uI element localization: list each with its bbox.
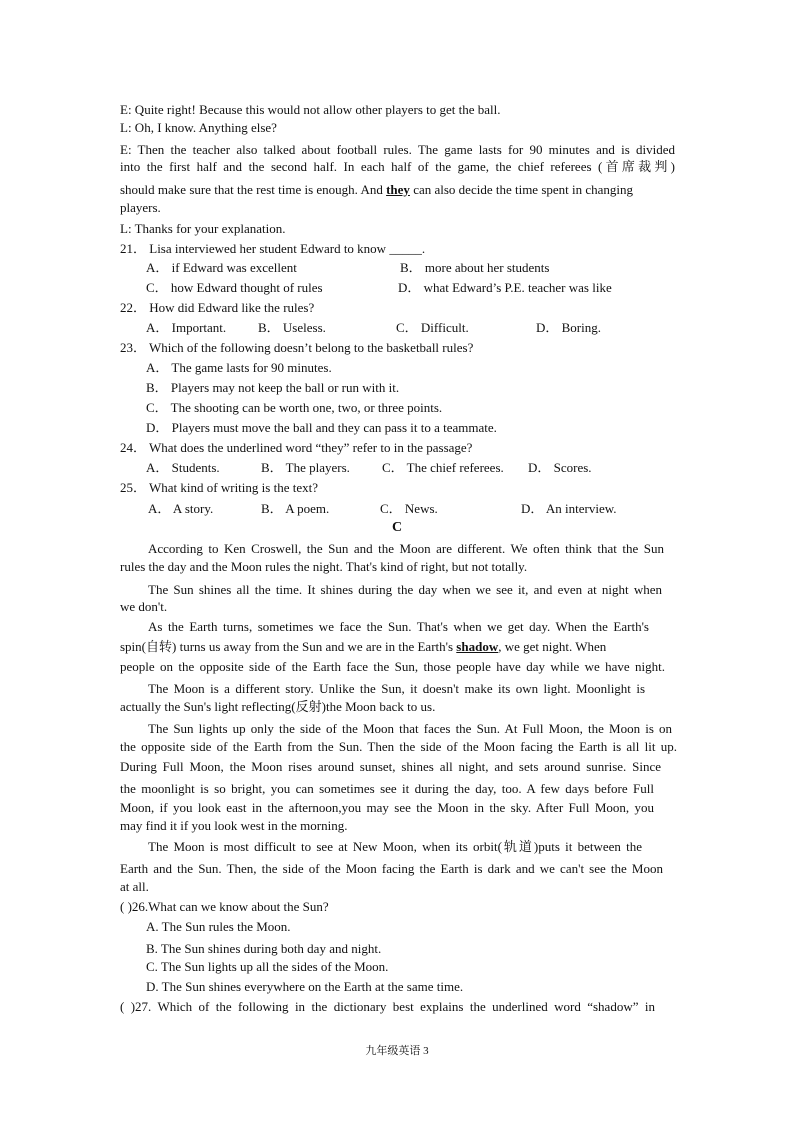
question-23: 23． Which of the following doesn’t belong to the basketball rules? <box>120 340 474 355</box>
passage-line: at all. <box>120 879 149 894</box>
underlined-word-they: they <box>386 182 410 197</box>
option-22-b: B． Useless. <box>258 320 326 335</box>
passage-line: The Sun shines all the time. It shines during the day when we see it, and even at night when <box>148 582 662 597</box>
passage-line: people on the opposite side of the Earth face the Sun, those people have day while we have night. <box>120 659 665 674</box>
passage-line: According to Ken Croswell, the Sun and the Moon are different. We often think that the Sun <box>148 541 664 556</box>
option-23-a: A． The game lasts for 90 minutes. <box>146 360 332 375</box>
option-22-c: C． Difficult. <box>396 320 469 335</box>
option-24-d: D． Scores. <box>528 460 592 475</box>
option-21-c: C． how Edward thought of rules <box>146 280 323 295</box>
option-21-b: B． more about her students <box>400 260 550 275</box>
option-23-c: C． The shooting can be worth one, two, or three points. <box>146 400 443 415</box>
passage-line: Moon, if you look east in the afternoon,you may see the Moon in the sky. After Full Moon, you <box>120 800 654 815</box>
option-26-d: D. The Sun shines everywhere on the Earth at the same time. <box>146 979 464 994</box>
section-heading-c: C <box>391 520 403 535</box>
passage-line: we don't. <box>120 599 168 614</box>
page-footer: 九年级英语 3 <box>365 1045 429 1057</box>
option-23-b: B． Players may not keep the ball or run with it. <box>146 380 400 395</box>
question-21: 21． Lisa interviewed her student Edward to know _____. <box>120 241 426 256</box>
passage-line: During Full Moon, the Moon rises around sunset, shines all night, and sets around sunrise. Since <box>120 759 661 774</box>
option-25-b: B． A poem. <box>261 501 330 516</box>
passage-line: may find it if you look west in the morning. <box>120 818 348 833</box>
option-23-d: D． Players must move the ball and they can pass it to a teammate. <box>146 420 497 435</box>
option-25-d: D． An interview. <box>521 501 617 516</box>
passage-line: the moonlight is so bright, you can sometimes see it during the day, too. A few days before Full <box>120 781 654 796</box>
question-26: ( )26.What can we know about the Sun? <box>120 899 329 914</box>
dialogue-line: L: Thanks for your explanation. <box>120 221 286 236</box>
dialogue-line: E: Quite right! Because this would not allow other players to get the ball. <box>120 102 501 117</box>
dialogue-line: E: Then the teacher also talked about football rules. The game lasts for 90 minutes and is divided <box>120 142 675 157</box>
passage-line: spin(自转) turns us away from the Sun and we are in the Earth's shadow, we get night. When <box>120 639 607 654</box>
option-24-a: A． Students. <box>146 460 220 475</box>
passage-line: The Moon is most difficult to see at New Moon, when its orbit(轨道)puts it between the <box>148 839 642 854</box>
passage-line: The Moon is a different story. Unlike the Sun, it doesn't make its own light. Moonlight is <box>148 681 645 696</box>
passage-line: actually the Sun's light reflecting(反射)the Moon back to us. <box>120 699 436 714</box>
question-25: 25． What kind of writing is the text? <box>120 480 318 495</box>
option-24-c: C． The chief referees. <box>382 460 504 475</box>
question-24: 24． What does the underlined word “they” refer to in the passage? <box>120 440 473 455</box>
question-27: ( )27. Which of the following in the dictionary best explains the underlined word “shadow” in <box>120 999 655 1014</box>
option-26-b: B. The Sun shines during both day and night. <box>146 941 382 956</box>
option-24-b: B． The players. <box>261 460 350 475</box>
option-26-c: C. The Sun lights up all the sides of the Moon. <box>146 959 389 974</box>
passage-line: the opposite side of the Earth from the Sun. Then the side of the Moon facing the Earth is all lit up. <box>120 739 677 754</box>
option-25-a: A． A story. <box>148 501 214 516</box>
option-26-a: A. The Sun rules the Moon. <box>146 919 291 934</box>
passage-line: As the Earth turns, sometimes we face the Sun. That's when we get day. When the Earth's <box>148 619 649 634</box>
dialogue-line: should make sure that the rest time is enough. And they can also decide the time spent in changing <box>120 182 634 197</box>
passage-line: rules the day and the Moon rules the night. That's kind of right, but not totally. <box>120 559 528 574</box>
option-22-d: D． Boring. <box>536 320 602 335</box>
passage-line: The Sun lights up only the side of the Moon that faces the Sun. At Full Moon, the Moon is on <box>148 721 672 736</box>
option-21-d: D． what Edward’s P.E. teacher was like <box>398 280 612 295</box>
option-21-a: A． if Edward was excellent <box>146 260 297 275</box>
option-22-a: A． Important. <box>146 320 227 335</box>
dialogue-line: L: Oh, I know. Anything else? <box>120 120 277 135</box>
question-22: 22． How did Edward like the rules? <box>120 300 315 315</box>
dialogue-line: into the first half and the second half. In each half of the game, the chief referees (首席裁判) <box>120 159 675 174</box>
underlined-word-shadow: shadow <box>456 639 499 654</box>
option-25-c: C． News. <box>380 501 438 516</box>
passage-line: Earth and the Sun. Then, the side of the Moon facing the Earth is dark and we can't see the Moon <box>120 861 663 876</box>
dialogue-line: players. <box>120 200 161 215</box>
